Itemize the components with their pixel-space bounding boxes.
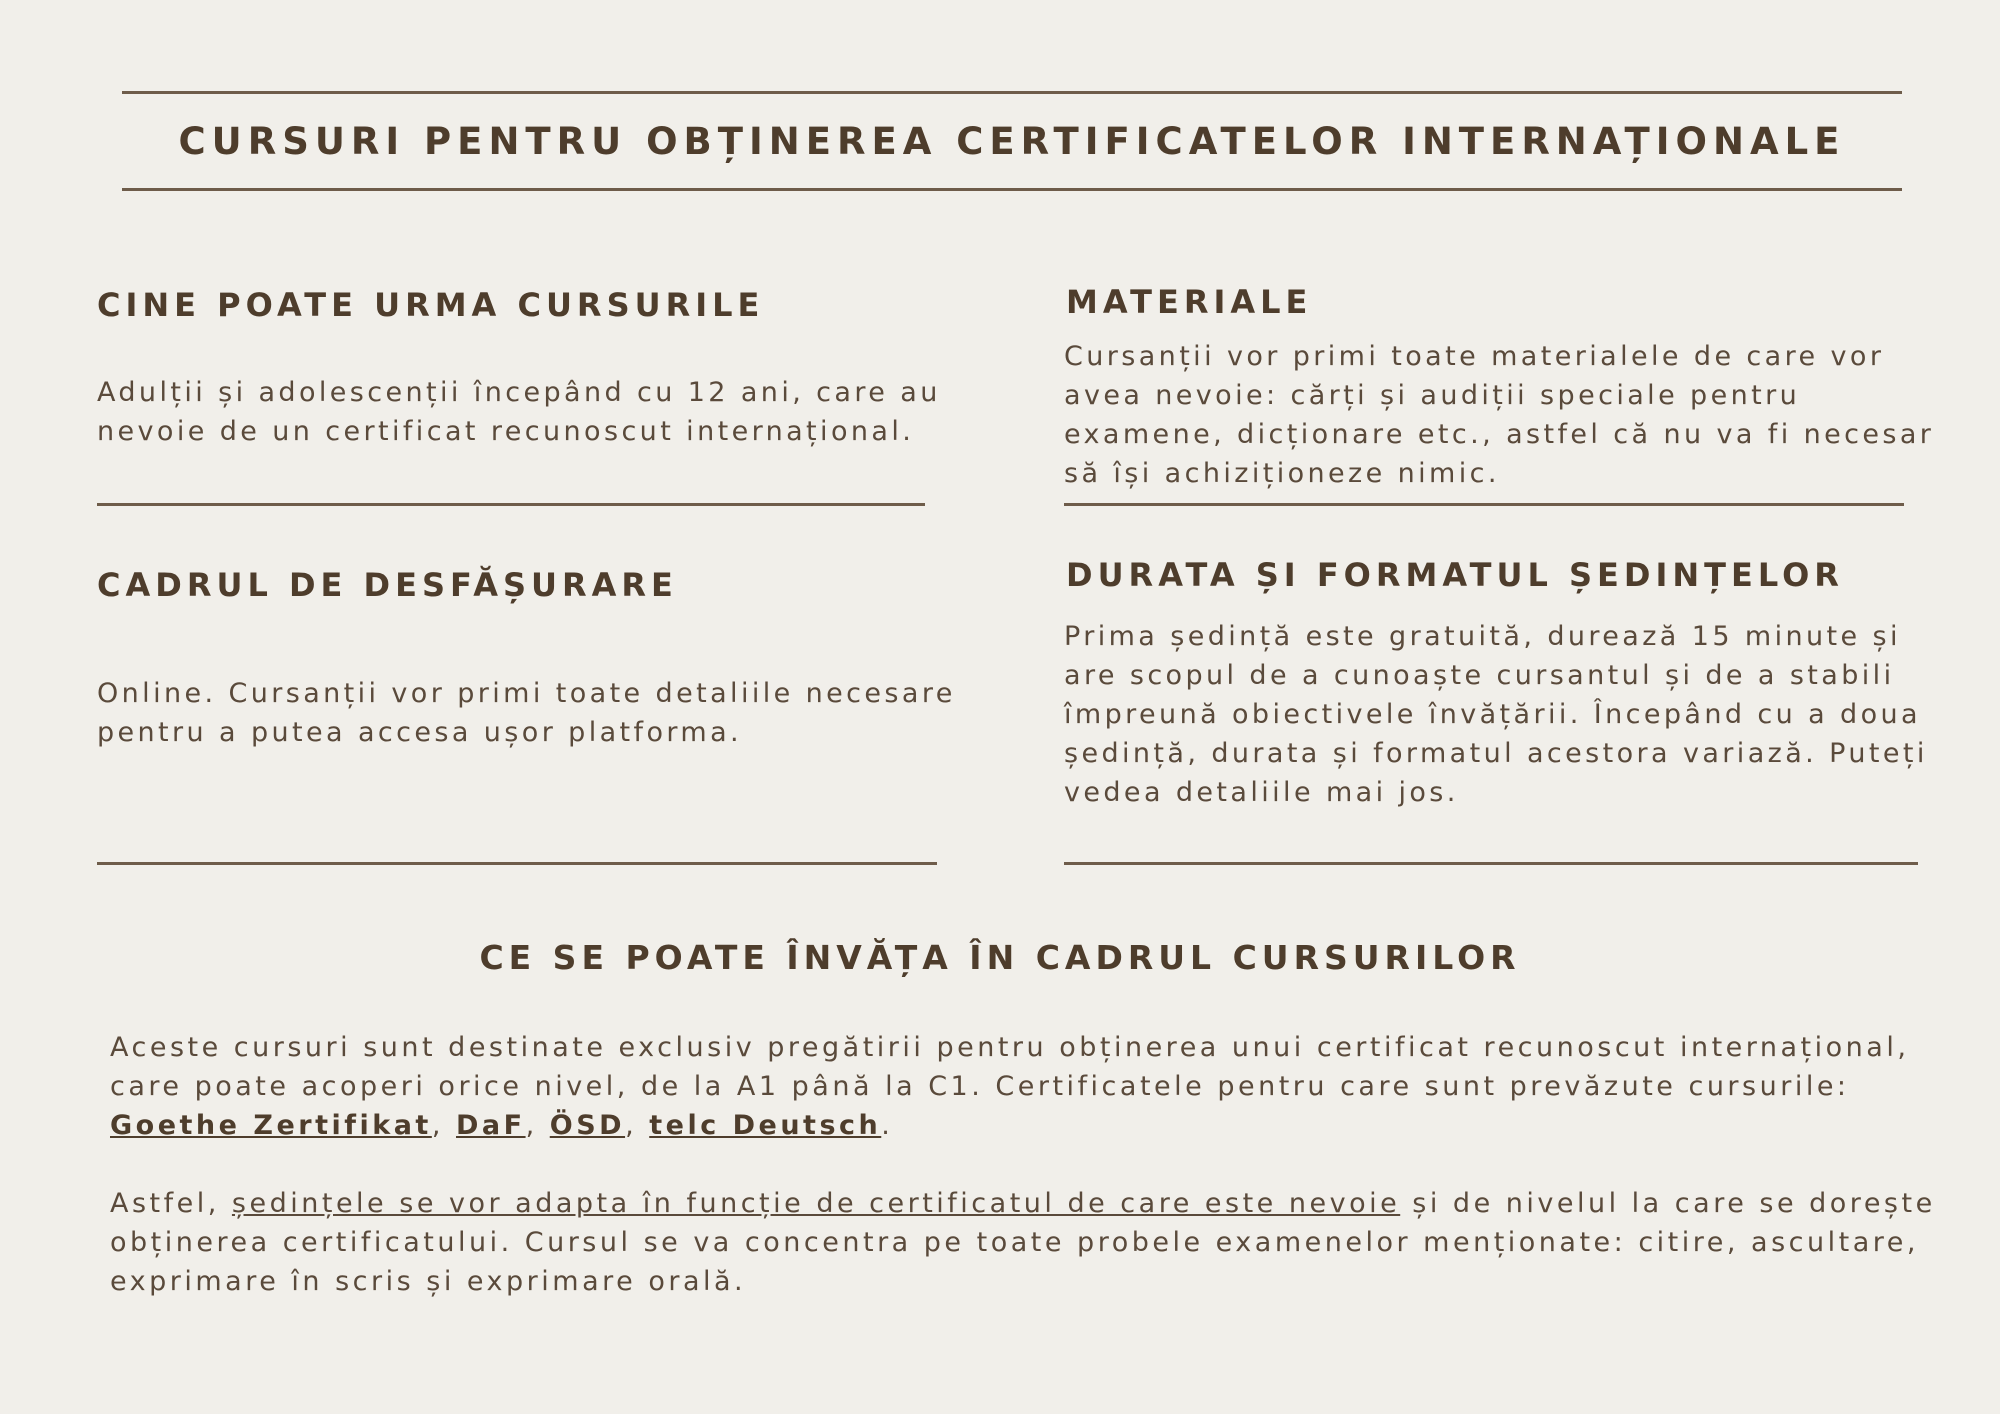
certificate-separator: , [625,1110,650,1141]
duration-text: Prima ședință este gratuită, durează 15 minute și are scopul de a cunoaște cursantul și de a stabili împreună obiectivele învățării. Începând cu a doua ședință, durata și formatul acestora variază. Puteți vedea detaliile mai jos. [1064,621,1928,808]
duration-heading: DURATA ȘI FORMATUL ȘEDINȚELOR [1066,556,1844,594]
certificate-goethe-zertifikat: Goethe Zertifikat [110,1110,432,1141]
certificate-osd: ÖSD [549,1110,626,1141]
materials-divider [1064,503,1904,506]
materials-text: Cursanții vor primi toate materialele de care vor avea nevoie: cărți și audiții speciale pentru examene, dicționare etc., astfel că nu va fi necesar să își achiziționeze nimic. [1064,341,1935,489]
certificate-telc-deutsch: telc Deutsch [649,1110,882,1141]
learn-p2-underlined: ședințele se vor adapta în funcție de certificatul de care este nevoie [231,1188,1401,1219]
certificate-daf: DaF [456,1110,526,1141]
paragraph-end: . [881,1110,894,1141]
who-text: Adulții și adolescenții începând cu 12 ani, care au nevoie de un certificat recunoscut internațional. [97,377,941,447]
materials-heading: MATERIALE [1066,283,1313,321]
learn-heading: CE SE POATE ÎNVĂȚA ÎN CADRUL CURSURILOR [479,938,1521,977]
learn-paragraph-1 [110,1028,1940,1145]
learn-intro-text: Aceste cursuri sunt destinate exclusiv pregătirii pentru obținerea unui certificat recunoscut internațional, care poate acoperi orice nivel, de la A1 până la C1. Certificatele pentru care sunt prevăzute cursurile: [110,1032,1910,1102]
setting-divider [97,862,937,865]
duration-divider [1064,862,1918,865]
title-top-rule [122,91,1902,94]
learn-p2-rest: și de nivelul la care se dorește obținerea certificatului. Cursul se va concentra pe toate probele examenelor menționate: citire, ascultare, exprimare în scris și exprimare orală. [110,1188,1936,1297]
who-heading: CINE POATE URMA CURSURILE [97,286,765,324]
title-bottom-rule [122,188,1902,191]
page-title: CURSURI PENTRU OBȚINEREA CERTIFICATELOR INTERNAȚIONALE [178,120,1846,163]
learn-p2-start: Astfel, [110,1188,232,1219]
learn-paragraph-2 [110,1184,1940,1301]
certificate-separator: , [525,1110,550,1141]
certificate-separator: , [431,1110,456,1141]
who-divider [97,503,925,506]
setting-text: Online. Cursanții vor primi toate detaliile necesare pentru a putea accesa ușor platforma. [97,678,956,748]
setting-heading: CADRUL DE DESFĂȘURARE [97,566,678,604]
